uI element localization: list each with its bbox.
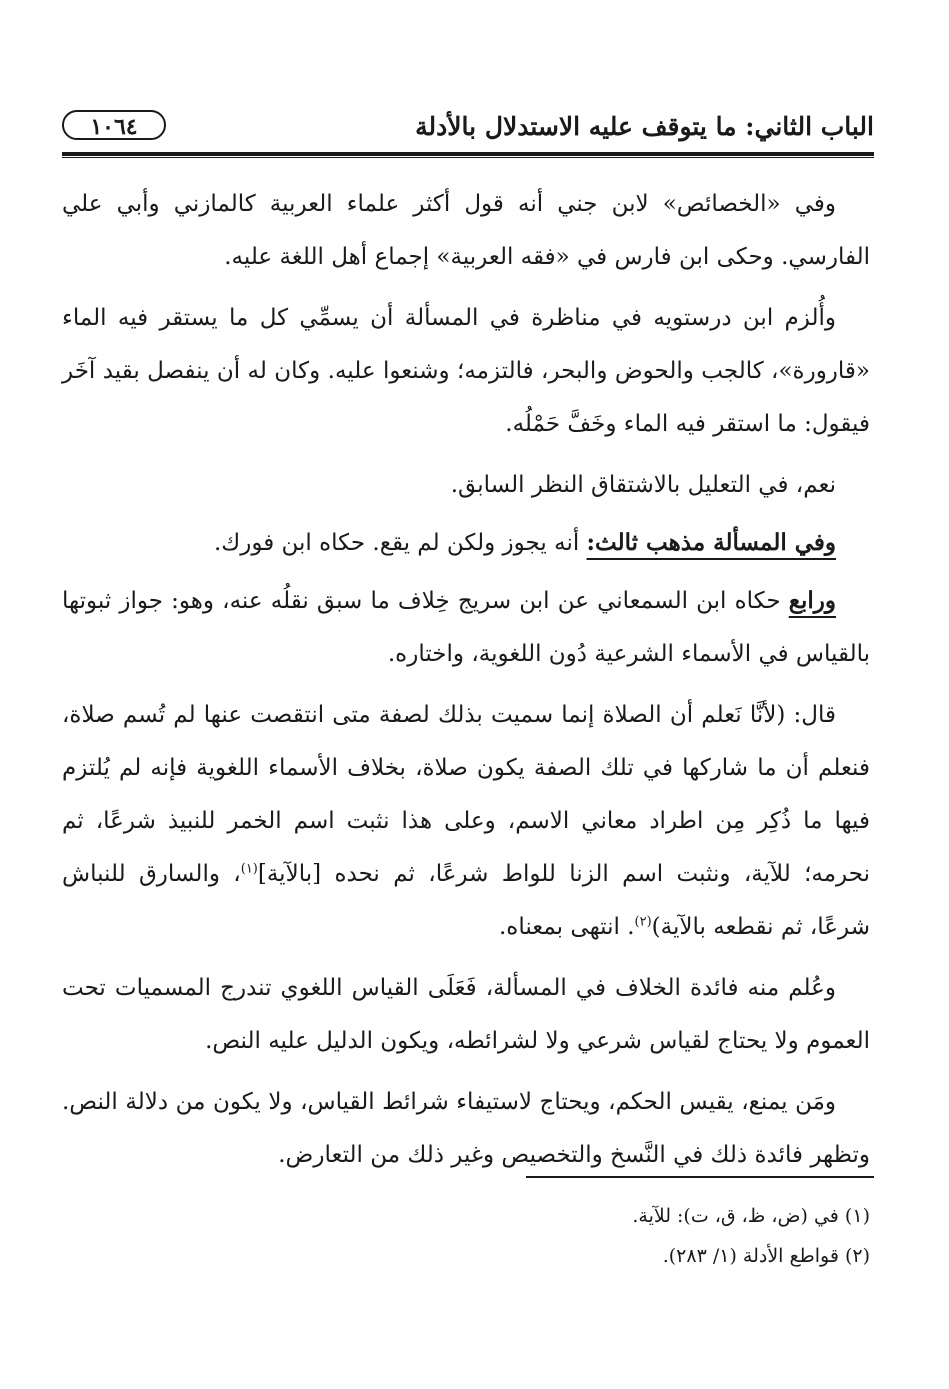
main-text [62,178,870,1190]
paragraph-6 [62,689,870,954]
paragraph-3: نعم، في التعليل بالاشتقاق النظر السابق. [450,472,836,498]
paragraph-4 [62,516,870,570]
paragraph-2: وأُلزم ابن درستويه في مناظرة في المسألة أن يسمِّي كل ما يستقر فيه الماء «قارورة»، كالجب والحوض والبحر، فالتزمه؛ وشنعوا عليه. وكان له أن ينفصل بقيد آخَر فيقول: ما استقر فيه الماء وخَفَّ حَمْلُه. [62,305,870,437]
paragraph-8: ومَن يمنع، يقيس الحكم، ويحتاج لاستيفاء شرائط القياس، ولا يكون من دلالة النص. وتظهر فائدة ذلك في النَّسخ والتخصيص وغير ذلك من التعارض. [62,1089,870,1168]
third-opinion-heading: وفي المسألة مذهب ثالث: [586,529,836,556]
chapter-title: الباب الثاني: ما يتوقف عليه الاستدلال بالأدلة [415,112,874,141]
running-header [62,108,874,148]
paragraph-7: وعُلم منه فائدة الخلاف في المسألة، فَعَلَى القياس اللغوي تندرج المسميات تحت العموم ولا يحتاج لقياس شرعي ولا لشرائطه، ويكون الدليل عليه النص. [62,975,870,1054]
paragraph-4-text: أنه يجوز ولكن لم يقع. حكاه ابن فورك. [213,530,587,556]
footnote-separator [526,1176,874,1178]
quote-part-1: قال: (لأنَّا نَعلم أن الصلاة إنما سميت بذلك لصفة متى انتقصت عنها لم تُسم صلاة، فنعلم أن ما شاركها في تلك الصفة يكون صلاة، بخلاف الأسماء اللغوية فإنه لم يُلتزم فيها ما ذُكِر مِن اطراد معاني الاسم، وعلى هذا نثبت اسم الخمر للنبيذ شرعًا، ثم نحرمه؛ للآية، ونثبت اسم الزنا للواط شرعًا، ثم نحده [بالآية] [62,702,870,887]
quote-part-3: . انتهى بمعناه. [498,914,635,940]
footnote-ref-1[interactable]: (١) [240,861,258,877]
paragraph-5 [62,574,870,681]
footnote-ref-2[interactable]: (٢) [634,914,652,930]
page-number: ١٠٦٤ [62,110,166,140]
footnote-2: (٢) قواطع الأدلة (١/ ٢٨٣). [662,1245,870,1267]
footnotes [80,1196,870,1276]
paragraph-1: وفي «الخصائص» لابن جني أنه قول أكثر علماء العربية كالمازني وأبي علي الفارسي. وحكى ابن فارس في «فقه العربية» إجماع أهل اللغة عليه. [62,191,870,270]
fourth-opinion-heading: ورابع [788,587,836,614]
footnote-1: (١) في (ض، ظ، ق، ت): للآية. [632,1205,870,1227]
paragraph-5-text: حكاه ابن السمعاني عن ابن سريج خِلاف ما سبق نقلُه عنه، وهو: جواز ثبوتها بالقياس في الأسماء الشرعية دُون اللغوية، واختاره. [62,588,870,667]
quote-part-2: ، والسارق للنباش شرعًا، ثم نقطعه بالآية) [62,861,870,940]
header-rule [62,152,874,158]
